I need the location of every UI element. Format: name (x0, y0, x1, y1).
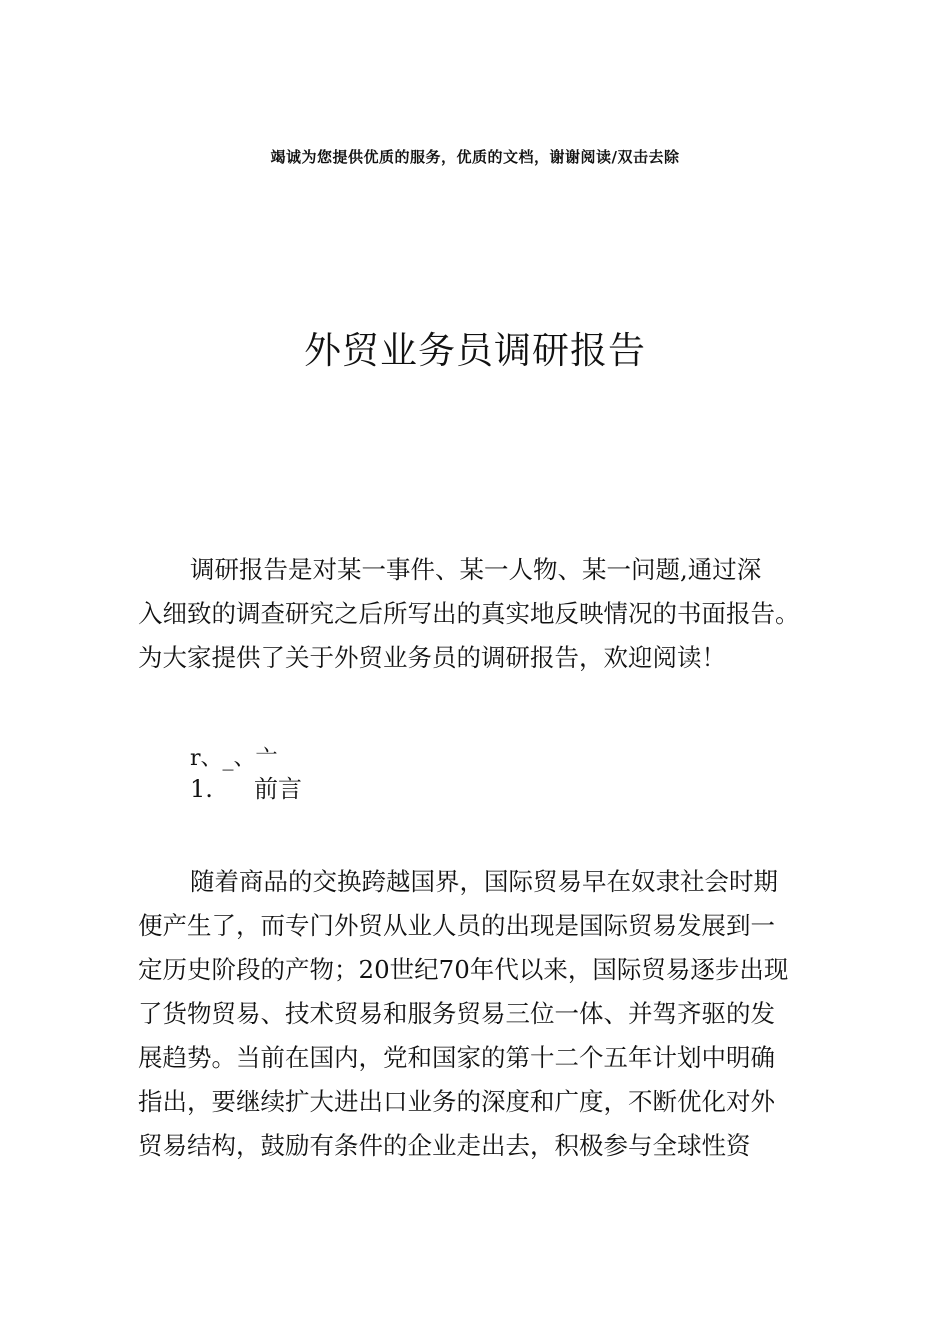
intro-line: 为大家提供了关于外贸业务员的调研报告，欢迎阅读！ (138, 643, 726, 672)
section-heading (190, 772, 302, 806)
section-number: 1. (190, 775, 213, 803)
paragraph-line: 随着商品的交换跨越国界，国际贸易早在奴隶社会时期 (190, 867, 778, 896)
paragraph-line: 了货物贸易、技术贸易和服务贸易三位一体、并驾齐驱的发 (138, 999, 775, 1028)
document-title: 外贸业务员调研报告 (304, 329, 646, 372)
header-note: 竭诚为您提供优质的服务，优质的文档，谢谢阅读/双击去除 (270, 148, 680, 166)
intro-line: 入细致的调查研究之后所写出的真实地反映情况的书面报告。 (138, 599, 800, 628)
paragraph-line: 定历史阶段的产物；20世纪70年代以来，国际贸易逐步出现 (138, 955, 789, 984)
section-title: 前言 (254, 775, 302, 803)
paragraph-line: 便产生了，而专门外贸从业人员的出现是国际贸易发展到一 (138, 911, 775, 940)
intro-line: 调研报告是对某一事件、某一人物、某一问题,通过深 (190, 555, 762, 584)
paragraph-line: 展趋势。当前在国内，党和国家的第十二个五年计划中明确 (138, 1043, 775, 1072)
paragraph-line: 贸易结构，鼓励有条件的企业走出去，积极参与全球性资 (138, 1131, 751, 1160)
body-paragraph (138, 860, 828, 1168)
intro-paragraph (138, 548, 828, 680)
section-mark: r、_、亠 (190, 746, 278, 771)
paragraph-line: 指出，要继续扩大进出口业务的深度和广度，不断优化对外 (138, 1087, 775, 1116)
